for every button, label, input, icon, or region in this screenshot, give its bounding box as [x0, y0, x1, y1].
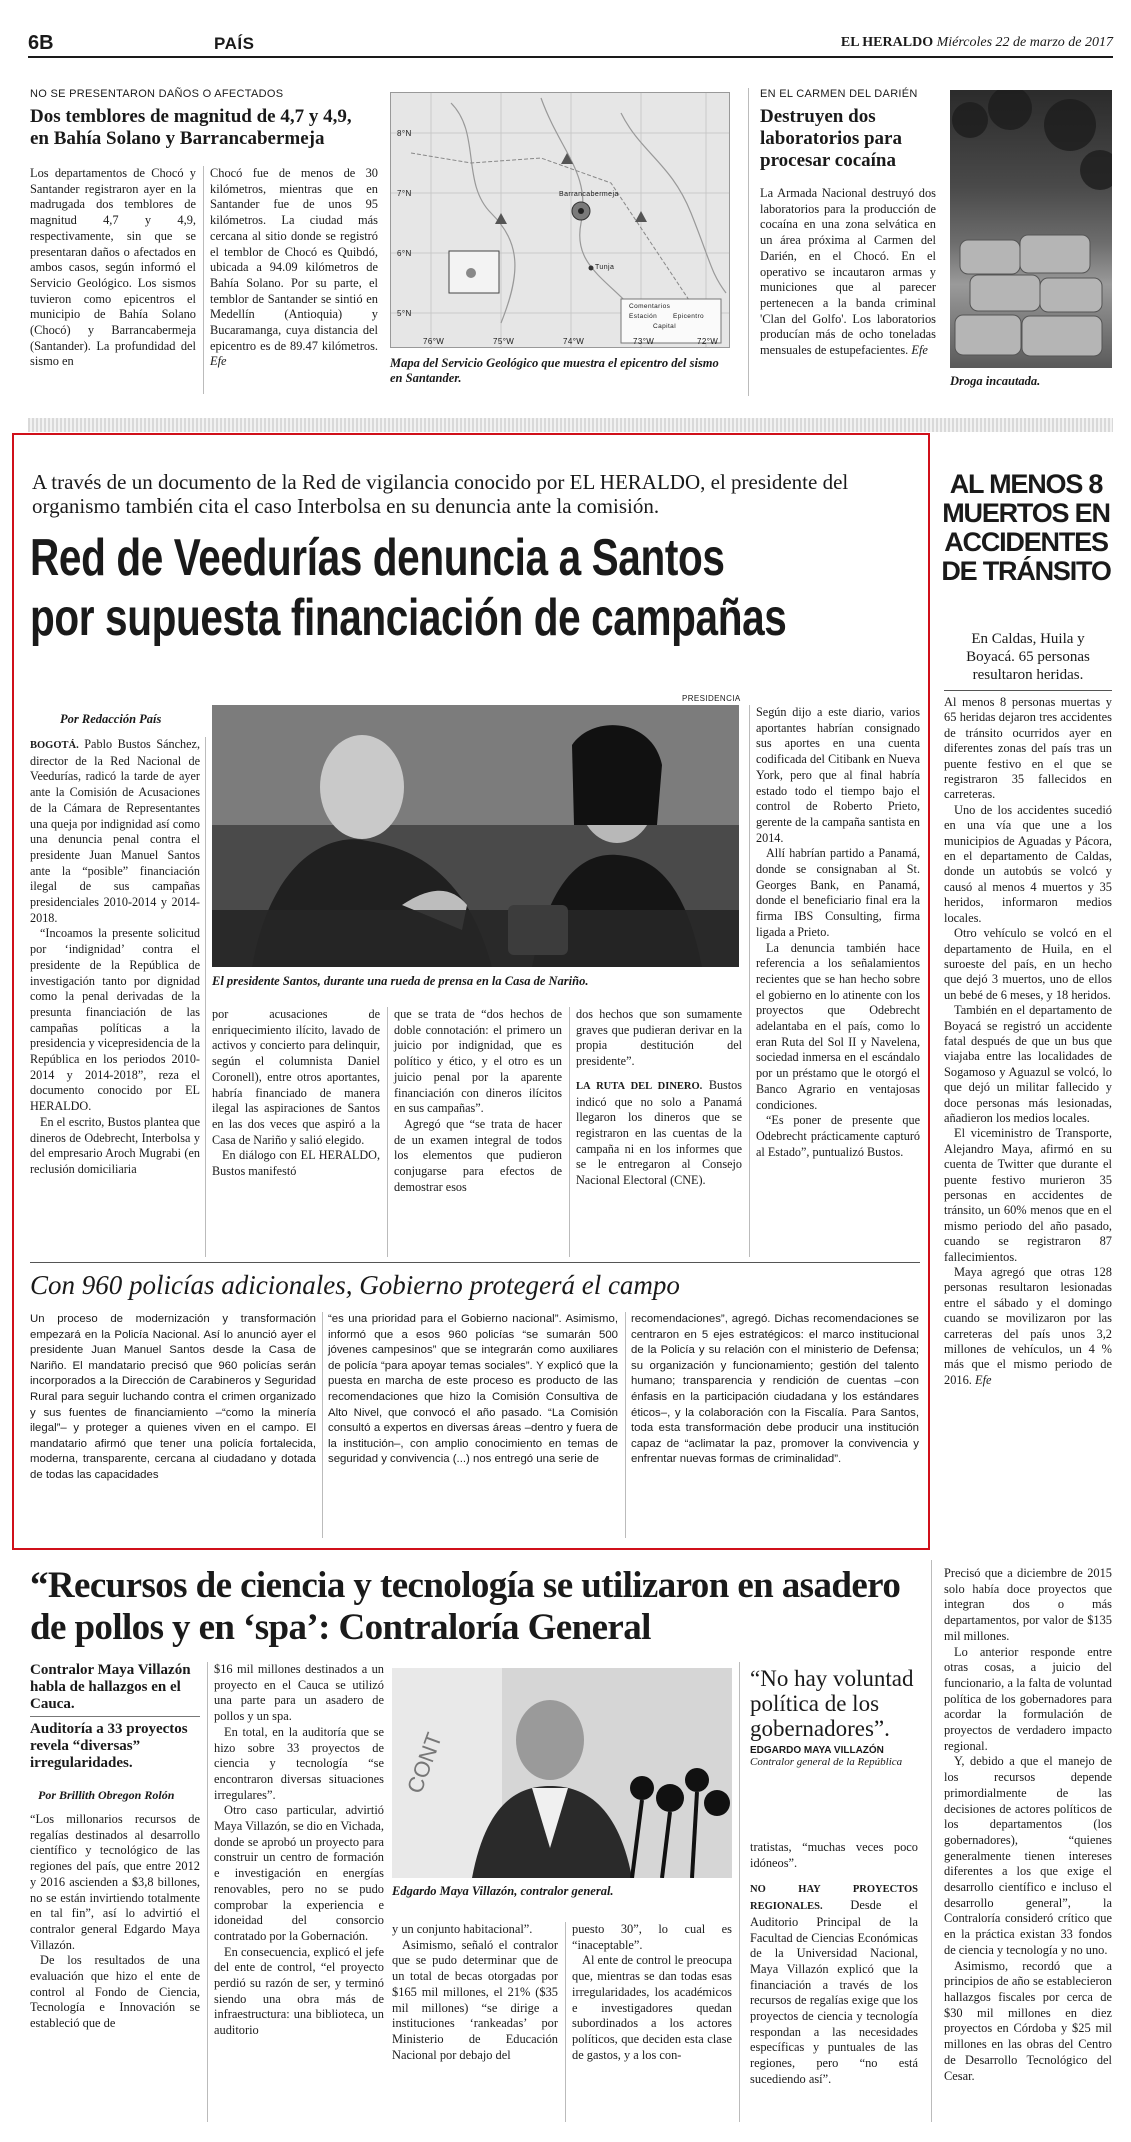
dateline: BOGOTÁ.	[30, 740, 79, 751]
subhead-ruta: LA RUTA DEL DINERO.	[576, 1080, 703, 1092]
drug-photo-art	[950, 90, 1112, 368]
cocaine-kicker: EN EL CARMEN DEL DARIÉN	[760, 88, 918, 100]
map-caption: Mapa del Servicio Geológico que muestra el epicentro del sismo en Santander.	[390, 356, 719, 385]
drug-photo	[950, 90, 1112, 368]
contraloria-col4	[572, 1922, 732, 2063]
contraloria-col2-p1: $16 mil millones destinados a un proyecto en el Cauca se utilizó una parte para un asadero de pollos y un spa.	[214, 1662, 384, 1724]
veedurias-col5-p3: La denuncia también hace referencia a los señalamientos recientes que se han hecho sobre el gobierno en lo atinente con los proyectos que Odebrecht adelantaba en el país, como lo eran Ruta del Sol II y Navelena, sociedad inmersa en el escándalo por un préstamo que le otorgó el Banco Agrario en ventajosas condiciones.	[756, 940, 920, 1112]
quote-text: “No hay voluntad política de los gobernadores”.	[750, 1666, 914, 1741]
contraloria-col1-p1: “Los millonarios recursos de regalías destinados al desarrollo científico y tecnológico de las regiones del país, que entre 2012 y 2016 ascienden a $3,8 billones, no se están invirtiendo totalmente en tal fin”, así lo advirtió el contralor general Edgardo Maya Villazón.	[30, 1812, 200, 1952]
header-right	[841, 35, 1113, 51]
contraloria-col6-p4: Asimismo, recordó que a principios de año se establecieron hallazgos fiscales por cerca de $30 mil millones en diez proyectos en Córdoba y $25 mil millones en las obras del Centro de Desarrollo Tecnológico del Cesar.	[944, 1958, 1112, 2083]
map-svg	[391, 93, 730, 348]
subhead-proyectos: NO HAY PROYECTOS REGIONALES.	[750, 1884, 918, 1913]
contraloria-col1-p2: De los resultados de una evaluación que hizo el ente de control al Fondo de Ciencia, Tecnología e Innovación se estableció que de	[30, 1953, 200, 2031]
drug-photo-caption: Droga incautada.	[950, 374, 1041, 388]
column-divider	[203, 166, 204, 394]
page-header	[28, 30, 1113, 58]
accidentes-p6: Maya agregó que otras 128 personas resultaron lesionadas entre el sábado y el domingo cuando se movilizaron por las carreteras del país unos 3,2 millones de vehículos, un 4 % más que el mismo periodo de 2016.	[944, 1265, 1112, 1387]
veedurias-col3-p1: que se trata de “dos hechos de doble connotación: el primero un juicio por indignidad, que es político y ético, y el otro es un juicio penal por la aparente financiación con dineros ilícitos en sus campañas”.	[394, 1007, 562, 1116]
accidentes-subhead: En Caldas, Huila y Boyacá. 65 personas resultaron heridas.	[966, 631, 1090, 683]
issue-date: Miércoles 22 de marzo de 2017	[936, 35, 1113, 50]
veedurias-deck: A través de un documento de la Red de vigilancia conocido por EL HERALDO, el presidente del organismo también cita el caso Interbolsa en su denuncia ante la comisión.	[32, 470, 849, 518]
veedurias-col2-p1: por acusaciones de enriquecimiento ilícito, lavado de activos y concierto para delinquir, según el columnista Daniel Coronell), entre otros aportantes, habría financiado de manera ilegal las aspiraciones de Santos en las dos veces que aspiró a la Casa de Nariño y salió elegido.	[212, 1007, 380, 1147]
map-lon-label: 72°W	[697, 337, 719, 346]
policia-col1-text: Un proceso de modernización y transformación empezará en la Policía Nacional. Así lo anunció ayer el presidente Juan Manuel Santos desde la Casa de Nariño. El mandatario precisó que 960 policías serán incorporados a la Dirección de Carabineros y Seguridad Rural para seguir luchando contra el crimen organizado y sus fuentes de financiamiento –“como la minería ilegal”– y proteger a quienes viven en el campo. El mandatario afirmó que tener una policía fortalecida, moderna, transparente, cercana al ciudadano y dotada de todas las capacidades	[30, 1313, 316, 1481]
column-divider	[931, 1560, 932, 2122]
santos-photo-art	[212, 705, 739, 967]
veedurias-col5-p1: Según dijo a este diario, varios aportantes habrían consignado sus aportes en una cuenta codificada del Citibank en Nueva York, pero que al final habría estado todo el tiempo bajo el control de Roberto Prieto, gerente de la campaña santista en 2014.	[756, 705, 920, 845]
accidentes-rule	[944, 690, 1112, 691]
contralor-photo-art	[392, 1668, 732, 1878]
quake-map	[390, 92, 730, 348]
photo-credit: PRESIDENCIA	[682, 694, 741, 703]
column-divider	[739, 1662, 740, 2122]
veedurias-col5	[756, 705, 920, 1160]
section-name: PAÍS	[214, 34, 255, 53]
contraloria-byline: Por Brillith Obregon Rolón	[38, 1788, 175, 1802]
photo-sign-text: CONT	[402, 1729, 447, 1797]
headline-line-1: Red de Veedurías denuncia a Santos	[30, 529, 725, 587]
map-legend-item: Epicentro	[673, 313, 705, 320]
map-lat-label: 6°N	[397, 249, 412, 258]
contralor-photo	[392, 1668, 732, 1878]
policia-col2	[328, 1312, 618, 1468]
veedurias-col5-p2: Allí habrían partido a Panamá, donde se consignaban al St. Georges Bank, en Panamá, donde el beneficiario final era la firma IBS Consulting, firma ligada a Prieto.	[756, 846, 920, 939]
cocaine-text: La Armada Nacional destruyó dos laboratorios para la producción de cocaína en una zona selvática en un área próxima al Carmen del Darién, en el Chocó. En el operativo se incautaron armas y municiones que al parecer pertenecen a la banda criminal 'Clan del Golfo'. Los laboratorios producían más de ocho toneladas mensuales de estupefacientes.	[760, 186, 936, 358]
santos-photo-caption: El presidente Santos, durante una rueda de prensa en la Casa de Nariño.	[212, 974, 589, 988]
contraloria-col2-p3: Otro caso particular, advirtió Maya Villazón, se dio en Vichada, donde se aprobó un proyecto para construir un centro de formación e investigación en energías renovables, pero no se pudo comprobar la experiencia e idoneidad del consorcio contratado por la Gobernación.	[214, 1803, 384, 1943]
quote-title: Contralor general de la República	[750, 1756, 903, 1768]
veedurias-col4-p2: Bustos indicó que no solo a Panamá llegaron los dineros que se registraron en las cuentas de la campaña ni en los informes que se le entregaron al Consejo Nacional Electoral (CNE).	[576, 1077, 743, 1188]
column-divider	[565, 1922, 566, 2122]
contraloria-col3-p1: y un conjunto habitacional”.	[392, 1922, 533, 1936]
contraloria-col2-p4: En consecuencia, explicó el jefe del ente de control, “el proyecto perdió su razón de ser, y terminó siendo una obra más de infraestructura: una biblioteca, un auditorio	[214, 1944, 384, 2038]
quote-name: EDGARDO MAYA VILLAZÓN	[750, 1745, 884, 1756]
headline-line-2: por supuesta financiación de campañas	[30, 589, 787, 647]
map-lon-label: 76°W	[423, 337, 445, 346]
column-divider	[748, 88, 749, 396]
map-lon-label: 73°W	[633, 337, 655, 346]
veedurias-col4	[576, 1007, 742, 1189]
map-place-label: Tunja	[595, 264, 615, 271]
veedurias-col1-p2: “Incoamos la presente solicitud por ‘indignidad’ contra el presidente de la República de investigación tanto por dignidad como la penal derivadas de la presunta financiación de las campañas políticas a la presidencia y vicepresidencia de la República en los periodos 2010-2014 y 2014-2018”, reza el documento conocido por EL HERALDO.	[30, 926, 200, 1114]
veedurias-col2-p2: En diálogo con EL HERALDO, Bustos manifestó	[212, 1148, 380, 1179]
column-divider	[205, 737, 206, 1257]
policia-headline: Con 960 policías adicionales, Gobierno protegerá el campo	[30, 1270, 680, 1300]
page-number: 6B	[28, 32, 54, 54]
policia-rule	[30, 1262, 920, 1263]
side-deck-rule	[30, 1716, 200, 1717]
veedurias-col1	[30, 737, 200, 1178]
veedurias-headline	[30, 528, 920, 668]
column-divider	[569, 1007, 570, 1257]
byline: Por Redacción País	[60, 712, 162, 726]
contraloria-col5	[750, 1840, 918, 2088]
map-lat-label: 7°N	[397, 189, 412, 198]
map-lon-label: 75°W	[493, 337, 515, 346]
contraloria-col6-p2: Lo anterior responde entre otras cosas, a juicio del funcionario, a la falta de voluntad política de los gobernadores para acordar la formulación de proyectos de verdadero impacto regional.	[944, 1644, 1112, 1753]
map-lon-label: 74°W	[563, 337, 585, 346]
map-legend-item: Capital	[653, 323, 677, 330]
accidentes-p2: Uno de los accidentes sucedió en una vía que une a los municipios de Aguadas y Pácora, en el departamento de Caldas, donde un autobús se volcó y causó al menos 4 muertos y 35 heridos, informaron medios locales.	[944, 802, 1112, 925]
column-divider	[387, 1007, 388, 1257]
cocaine-signoff: Efe	[911, 343, 928, 358]
cocaine-headline: Destruyen dos laboratorios para procesar cocaína	[760, 106, 902, 171]
veedurias-col3	[394, 1007, 562, 1195]
map-lat-label: 8°N	[397, 129, 412, 138]
veedurias-col3-p2: Agregó que “se trata de hacer de un examen integral de todos los elementos que pudieron conjugarse para efectos de demostrar esos	[394, 1116, 562, 1194]
accidentes-headline	[938, 470, 1114, 586]
quake-col1	[30, 166, 196, 370]
contraloria-col5-p1: tratistas, “muchas veces poco idóneos”.	[750, 1840, 918, 1870]
policia-col3-text: recomendaciones”, agregó. Dichas recomendaciones se centraron en 5 ejes estratégicos: el marco institucional de la Policía y su relación con el ministerio de Defensa; su organización y funcionamiento; gestión del talento humano; transparencia y rendición de cuentas –con énfasis en la participación ciudadana y los estándares éticos–, y la colaboración con la Fiscalía. Para Santos, toda esta transformación debe producir una institución capaz de “aclimatar la paz, promover la convivencia y enfrentar nuevas formas de criminalidad”.	[631, 1313, 919, 1466]
paper-name: EL HERALDO	[840, 35, 934, 50]
veedurias-col1-p3: En el escrito, Bustos plantea que dineros de Odebrecht, Interbolsa y del empresario Aroch Mugrabi (en reclusión domiciliaria	[30, 1114, 200, 1176]
accidentes-p1: Al menos 8 personas muertas y 65 heridas dejaron tres accidentes de tránsito ocurridos ayer en diferentes zonas del país tras un puente festivo en el que se registraron 35 fallecidos en carreteras.	[944, 695, 1112, 802]
veedurias-col5-p4: “Es poner de presente que Odebrecht prácticamente capturó al Estado”, puntualizó Bustos.	[756, 1113, 920, 1159]
quake-col2	[210, 166, 378, 370]
map-place-label: Barrancabermeja	[559, 191, 619, 198]
contraloria-col4-p2: Al ente de control le preocupa que, mientras se dan todas esas irregularidades, los académicos e investigadores quedan subordinados a los actores políticos, que deciden esta clase de gastos, y a los con-	[572, 1953, 732, 2062]
column-divider	[322, 1312, 323, 1538]
contralor-photo-caption: Edgardo Maya Villazón, contralor general.	[392, 1884, 614, 1898]
map-legend-item: Comentarios	[629, 303, 671, 310]
map-lat-label: 5°N	[397, 309, 412, 318]
contraloria-col2	[214, 1662, 384, 2039]
quake-col2-text: Chocó fue de menos de 30 kilómetros, mientras que en Santander fue de unos 95 kilómetros. La ciudad más cercana al sitio donde se registró el temblor de Chocó es Quibdó, ubicada a 94.09 kilómetros de Bahía Solano. Por su parte, el temblor de Santander se sintió en Medellín (Antioquia) y Bucaramanga, cuya distancia del epicentro es de 89.47 kilómetros.	[210, 166, 378, 353]
contraloria-col2-p2: En total, en la auditoría que se hizo sobre 33 proyectos de ciencia y tecnología “se encontraron diversas situaciones irregulares”.	[214, 1724, 384, 1802]
contraloria-col1	[30, 1812, 200, 2032]
contraloria-side-deck2: Auditoría a 33 proyectos revela “diversas” irregularidades.	[30, 1721, 188, 1771]
contraloria-col5-p2: Desde el Auditorio Principal de la Facultad de Ciencias Económicas de la Universidad Nacional, Maya Villazón explicó que la financiación a través de los recursos de regalías exige que los proyectos de ciencia y tecnología respondan a las necesidades específicas y puntuales de las regiones, pero “no está sucediendo así”.	[750, 1898, 918, 2086]
column-divider	[625, 1312, 626, 1538]
contraloria-col3	[392, 1922, 558, 2063]
quake-signoff: Efe	[210, 354, 227, 369]
contraloria-side-deck1: Contralor Maya Villazón habla de hallazgos en el Cauca.	[30, 1662, 191, 1712]
contraloria-col4-p1: puesto 30”, lo cual es “inaceptable”.	[572, 1922, 732, 1952]
quake-headline: Dos temblores de magnitud de 4,7 y 4,9, en Bahía Solano y Barrancabermeja	[30, 106, 352, 149]
accidentes-signoff: Efe	[975, 1372, 992, 1387]
contraloria-col6	[944, 1566, 1112, 2084]
veedurias-col2	[212, 1007, 380, 1180]
contraloria-col3-p2: Asimismo, señaló el contralor que se pudo determinar que de un total de becas otorgadas por $165 mil millones, el 21% ($35 mil millones) “se dirige a instituciones ‘rankeadas’ por Ministerio de Educación Nacional por debajo del	[392, 1937, 558, 2062]
accidentes-headline-text: AL MENOS 8 MUERTOS EN ACCIDENTES DE TRÁNSITO	[941, 470, 1111, 586]
quake-kicker: NO SE PRESENTARON DAÑOS O AFECTADOS	[30, 88, 284, 100]
column-divider	[207, 1662, 208, 2122]
veedurias-col1-p1: Pablo Bustos Sánchez, director de la Red Nacional de Veedurías, radicó la tarde de ayer ante la Comisión de Acusaciones de la Cámara de Representantes una queja por indignidad así como una denuncia penal contra el presidente Juan Manuel Santos ante la “posible” financiación ilegal de sus campañas presidenciales 2010-2014 y 2014-2018.	[30, 737, 200, 925]
pull-quote	[750, 1666, 918, 1768]
accidentes-p4: También en el departamento de Boyacá se registró un accidente fatal después de que un bus que viajaba entre las localidades de Sogamoso y Aguazul se volcó, lo que dejó un militar fallecido y doce personas más lesionadas, añadieron los medios locales.	[944, 1003, 1112, 1125]
quake-col1-text: Los departamentos de Chocó y Santander registraron ayer en la madrugada dos temblores de magnitud 4,7 y 4,9, respectivamente, sin que se presentaran daños o afectados en ambos casos, según informó el Servicio Geológico. Los sismos tuvieron como epicentros el municipio de Bahía Solano (Chocó) y Barrancabermeja (Santander). La profundidad del sismo en	[30, 166, 196, 369]
policia-col1	[30, 1312, 316, 1484]
accidentes-body	[944, 695, 1112, 1388]
policia-col3	[631, 1312, 919, 1468]
map-legend-item: Estación	[629, 313, 658, 320]
santos-photo	[212, 705, 739, 967]
cocaine-body	[760, 186, 936, 359]
policia-col2-text: “es una prioridad para el Gobierno nacional”. Asimismo, informó que a esos 960 policías “se sumarán 500 jóvenes campesinos” que se integrarán como auxiliares de policía “para apoyar temas sociales”. Y explicó que la puesta en marcha de este proceso es producto de las recomendaciones que hizo la Comisión Consultiva de Alto Nivel, que convocó el año pasado. “La Comisión consultó a expertos en diversas áreas –dentro y fuera de la institución–, con amplio conocimiento en temas de seguridad y convivencia (...) nos entregó una serie de	[328, 1313, 618, 1466]
contraloria-col6-p3: Y, debido a que el manejo de los recursos depende primordialmente de las decisiones de actores políticos de los departamentos (los gobernadores), “quienes generalmente tienen intereses diferentes a los que exige el desarrollo científico e incluso el desarrollo general”, la Contraloría consideró crítico que en la práctica existan 33 fondos de ciencia y tecnología y no uno.	[944, 1754, 1112, 1957]
contraloria-col6-p1: Precisó que a diciembre de 2015 solo había doce proyectos que integran dos o más departamentos, por valor de $135 mil millones.	[944, 1566, 1112, 1643]
accidentes-p3: Otro vehículo se volcó en el departamento de Huila, en el suroeste del país, en un hecho que dejó 3 muertos, uno de ellos un bebé de 6 meses, y 18 heridos.	[944, 926, 1112, 1002]
column-divider	[749, 705, 750, 1257]
accidentes-p5: El viceministro de Transporte, Alejandro Maya, afirmó en su cuenta de Twitter que durante el puente festivo murieron 35 personas en accidentes de tránsito, un 60% menos que en el mismo periodo del año pasado, cuando se registraron 87 fallecimientos.	[944, 1126, 1112, 1264]
veedurias-col4-p1: dos hechos que son sumamente graves que pudieran derivar en la propia destitución del presidente”.	[576, 1007, 742, 1069]
section-separator	[28, 418, 1113, 432]
contraloria-headline: “Recursos de ciencia y tecnología se utilizaron en asadero de pollos y en ‘spa’: Contraloría General	[30, 1565, 901, 1648]
